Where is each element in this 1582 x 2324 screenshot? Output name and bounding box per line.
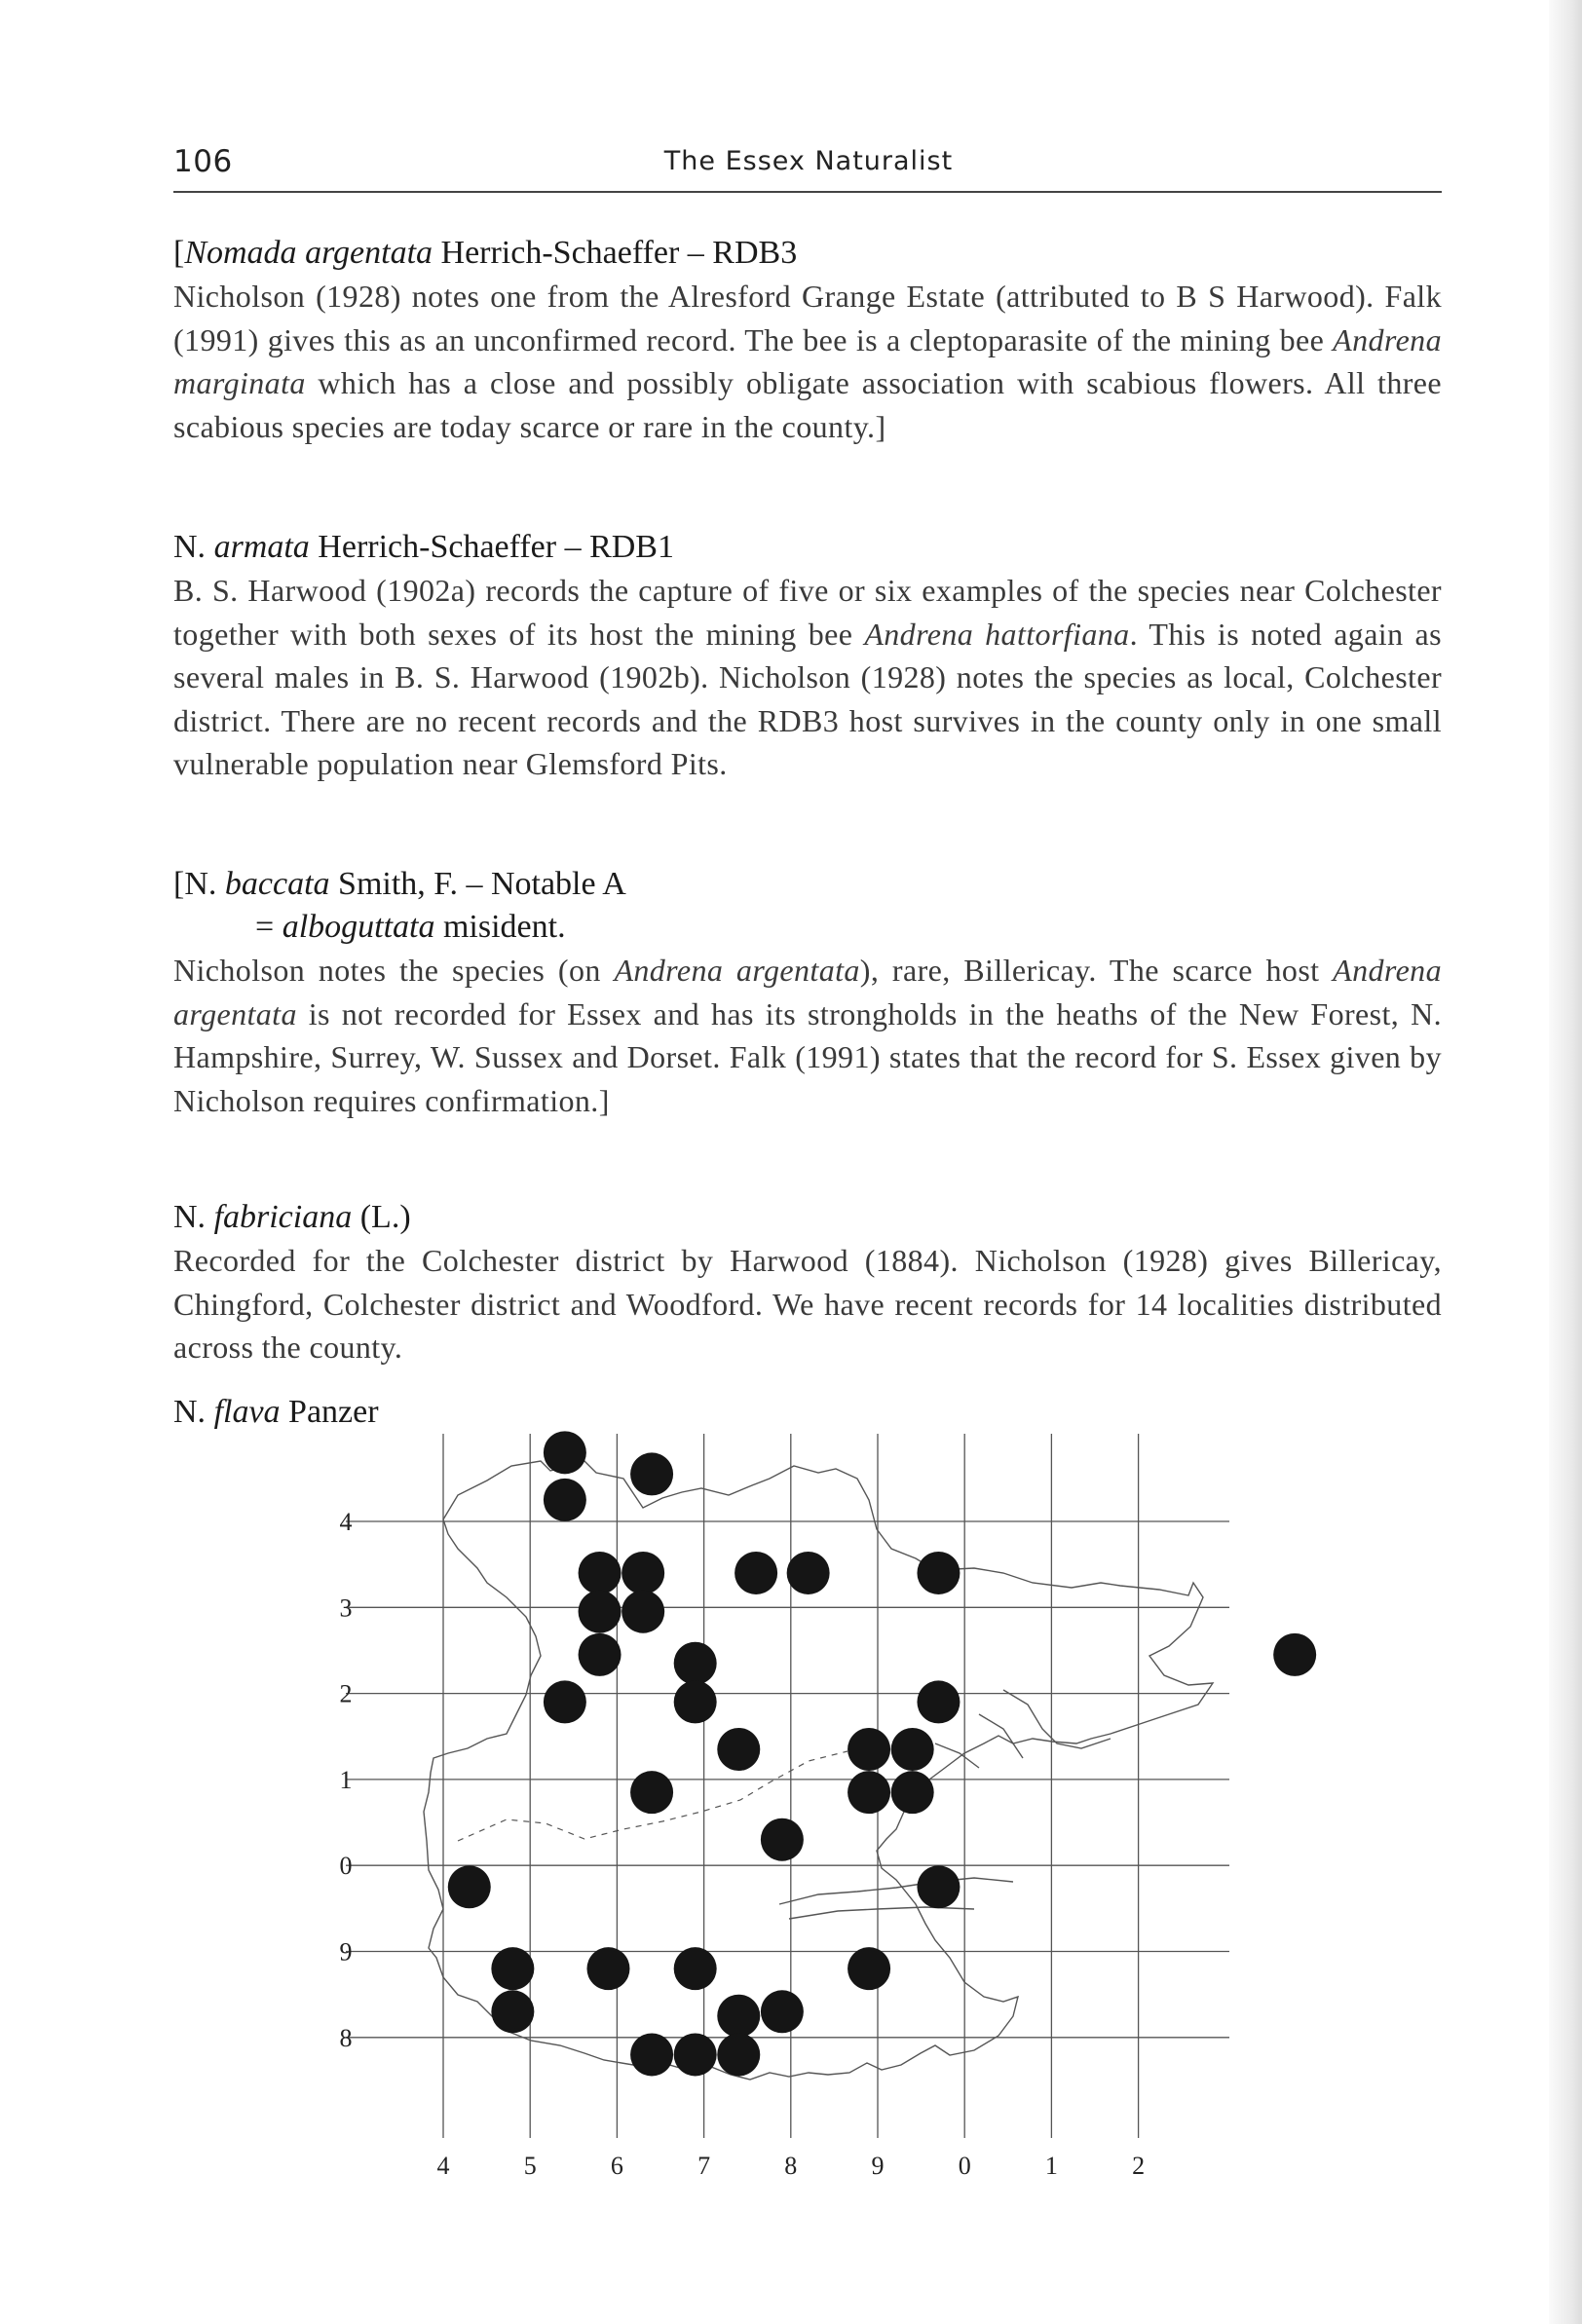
species-name: baccata [224, 866, 330, 902]
x-axis-label: 9 [871, 2152, 885, 2180]
text-run: . This is noted again as several males in B. S. Harwood (1902b). Nicholson (1928) notes the species as local, Colchester district. There are no recent records and the RDB3 host survives in the county only in one small vulnerable population near Glemsford Pits. [173, 616, 1442, 781]
x-axis-labels [437, 2152, 1146, 2180]
record-dot [717, 2033, 760, 2076]
record-dot [544, 1479, 586, 1521]
record-dot [917, 1680, 960, 1723]
y-axis-label: 4 [339, 1508, 353, 1536]
synonym-note: misident. [442, 909, 566, 945]
text-run: Nicholson (1928) notes one from the Alresford Grange Estate (attributed to B S Harwood). Falk (1991) gives this as an unconfirmed record. The bee is a cleptoparasite of the mining bee [173, 279, 1442, 357]
x-axis-label: 1 [1044, 2152, 1058, 2180]
record-dot [491, 1990, 534, 2033]
open-bracket: [ [173, 866, 185, 902]
record-dot [848, 1771, 890, 1814]
record-dot [891, 1771, 934, 1814]
italic-taxon-name: Andrena argentata [173, 953, 1442, 1031]
record-dots [448, 1431, 1316, 2076]
italic-taxon-name: Andrena argentata [614, 953, 860, 988]
county-boundary-line [424, 1461, 1213, 2080]
record-dot [1273, 1633, 1316, 1676]
text-run: Nicholson notes the species (on [173, 953, 615, 988]
record-dot [630, 1771, 673, 1814]
record-dot [674, 1947, 717, 1990]
x-axis-label: 2 [1132, 2152, 1146, 2180]
x-axis-label: 5 [523, 2152, 537, 2180]
text-run: Recorded for the Colchester district by Harwood (1884). Nicholson (1928) gives Billericay, Chingford, Colchester district and Woodford. We have recent records for 14 localities distributed across the county. [173, 1243, 1442, 1365]
x-axis-label: 6 [610, 2152, 623, 2180]
y-axis-label: 0 [339, 1852, 353, 1881]
record-dot [674, 2033, 717, 2076]
species-authority: Herrich-Schaeffer – RDB3 [440, 235, 798, 271]
species-name: argentata [305, 235, 433, 271]
genus-name: N. [173, 529, 207, 565]
y-axis-label: 2 [339, 1679, 353, 1708]
record-dot [717, 1995, 760, 2038]
x-axis-label: 0 [958, 2152, 971, 2180]
y-axis-label: 8 [339, 2023, 353, 2052]
journal-title: The Essex Naturalist [663, 146, 954, 176]
page-number: 106 [173, 144, 233, 179]
record-dot [917, 1552, 960, 1594]
record-dot [761, 1818, 804, 1861]
record-dot [787, 1552, 830, 1594]
y-axis-labels [340, 1508, 353, 2052]
record-dot [630, 2033, 673, 2076]
species-name: armata [213, 529, 310, 565]
record-dot [674, 1680, 717, 1723]
record-dot [848, 1728, 890, 1771]
genus-name: Nomada [184, 235, 297, 271]
synonym-equals: = [255, 909, 275, 945]
record-dot [622, 1552, 664, 1594]
species-authority: Smith, F. – Notable A [338, 866, 626, 902]
species-authority: (L.) [359, 1199, 411, 1235]
x-axis-label: 4 [436, 2152, 450, 2180]
text-run: ), rare, Billericay. The scarce host [859, 953, 1334, 988]
record-dot [717, 1728, 760, 1771]
record-dot [674, 1642, 717, 1685]
thames-edge-line [779, 1878, 1013, 1919]
record-dot [544, 1680, 586, 1723]
record-dot [917, 1865, 960, 1908]
italic-taxon-name: Andrena hattorfiana [864, 616, 1130, 652]
record-dot [848, 1947, 890, 1990]
county-outline [424, 1461, 1213, 2080]
y-axis-label: 3 [339, 1593, 353, 1623]
species-authority: Herrich-Schaeffer – RDB1 [318, 529, 674, 565]
genus-name: N. [173, 1199, 207, 1235]
species-name: flava [213, 1394, 281, 1430]
record-dot [579, 1552, 622, 1594]
record-dot [491, 1947, 534, 1990]
record-dot [579, 1591, 622, 1633]
record-dot [544, 1431, 586, 1474]
genus-name: N. [173, 1394, 207, 1430]
synonym-name: alboguttata [282, 909, 435, 945]
record-dot [622, 1591, 664, 1633]
record-dot [630, 1452, 673, 1495]
record-dot [586, 1947, 629, 1990]
text-run: B. S. Harwood (1902a) records the capture of five or six examples of the species near Colchester together with both sexes of its host the mining bee [173, 573, 1442, 652]
record-dot [761, 1990, 804, 2033]
text-run: is not recorded for Essex and has its strongholds in the heaths of the New Forest, N. Hampshire, Surrey, W. Sussex and Dorset. Falk (1991) states that the record for S. Essex given by Nicholson requires confirmation.] [173, 995, 1442, 1118]
x-axis-label: 7 [697, 2152, 711, 2180]
y-axis-label: 9 [339, 1937, 353, 1967]
species-name: fabriciana [213, 1199, 353, 1235]
y-axis-label: 1 [339, 1765, 353, 1794]
record-dot [579, 1633, 622, 1676]
genus-name: N. [184, 866, 217, 902]
record-dot [734, 1552, 777, 1594]
x-axis-label: 8 [784, 2152, 798, 2180]
open-bracket: [ [173, 235, 185, 271]
record-dot [448, 1865, 491, 1908]
species-authority: Panzer [288, 1394, 379, 1430]
italic-taxon-name: Andrena marginata [173, 321, 1442, 400]
text-run: which has a close and possibly obligate association with scabious flowers. All three scabious species are today scarce or rare in the county.] [173, 365, 1442, 444]
record-dot [891, 1728, 934, 1771]
